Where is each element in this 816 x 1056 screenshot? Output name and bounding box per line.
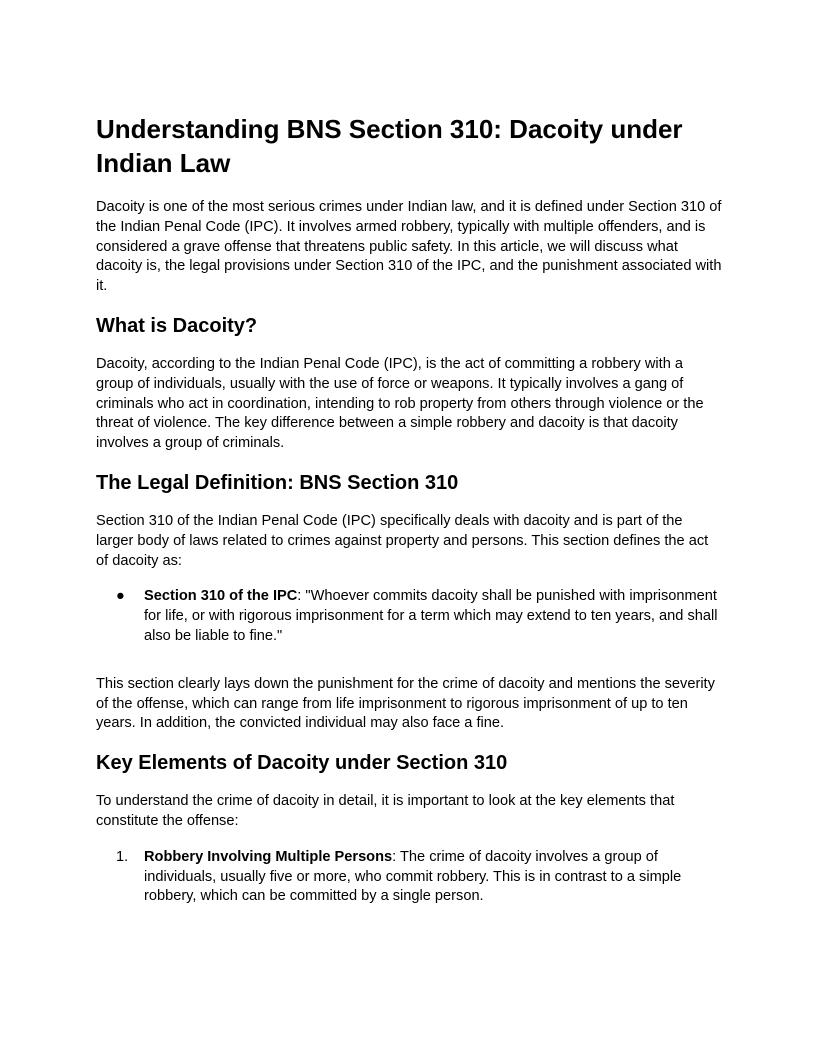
key-elements-list (96, 848, 722, 907)
heading-key-elements: Key Elements of Dacoity under Section 310 (96, 752, 508, 775)
list-item-bold: Section 310 of the IPC (144, 588, 298, 605)
bullet-icon: ● (116, 588, 125, 605)
document-title: Understanding BNS Section 310: Dacoity under Indian Law (96, 114, 683, 178)
key-elements-paragraph: To understand the crime of dacoity in detail, it is important to look at the key elements that constitute the offense: (96, 793, 675, 829)
list-number: 1. (116, 848, 129, 865)
list-item-text: : "Whoever commits dacoity shall be punished with imprisonment for life, or with rigorous imprisonment for a term which may extend to ten years, and shall also be liable to fine." (144, 588, 718, 644)
heading-legal-definition: The Legal Definition: BNS Section 310 (96, 471, 459, 494)
list-item-bold: Robbery Involving Multiple Persons (144, 848, 393, 865)
legal-definition-paragraph: Section 310 of the Indian Penal Code (IPC) specifically deals with dacoity and is part of the larger body of laws related to crimes against property and persons. This section defines the act of dacoity as: (96, 512, 709, 569)
heading-what-is-dacoity: What is Dacoity? (96, 314, 258, 337)
list-item (96, 848, 722, 907)
intro-paragraph: Dacoity is one of the most serious crimes under Indian law, and it is defined under Section 310 of the Indian Penal Code (IPC). It involves armed robbery, typically with multiple offenders, and is considered a grave offense that threatens public safety. In this article, we will discuss what dacoity is, the legal provisions under Section 310 of the IPC, and the punishment associated with it. (96, 199, 722, 295)
legal-definition-list (96, 587, 722, 646)
legal-definition-followup-paragraph: This section clearly lays down the punishment for the crime of dacoity and mentions the severity of the offense, which can range from life imprisonment to rigorous imprisonment of up to ten years. In addition, the convicted individual may also face a fine. (96, 675, 715, 732)
list-item (96, 587, 722, 646)
list-item-text: : The crime of dacoity involves a group of individuals, usually five or more, who commit robbery. This is in contrast to a simple robbery, which can be committed by a single person. (144, 848, 682, 905)
document-page (96, 112, 722, 907)
what-is-dacoity-paragraph: Dacoity, according to the Indian Penal Code (IPC), is the act of committing a robbery with a group of individuals, usually with the use of force or weapons. It typically involves a gang of criminals who act in coordination, intending to rob property from others through violence or the threat of violence. The key difference between a simple robbery and dacoity is that dacoity involves a group of criminals. (96, 355, 704, 452)
